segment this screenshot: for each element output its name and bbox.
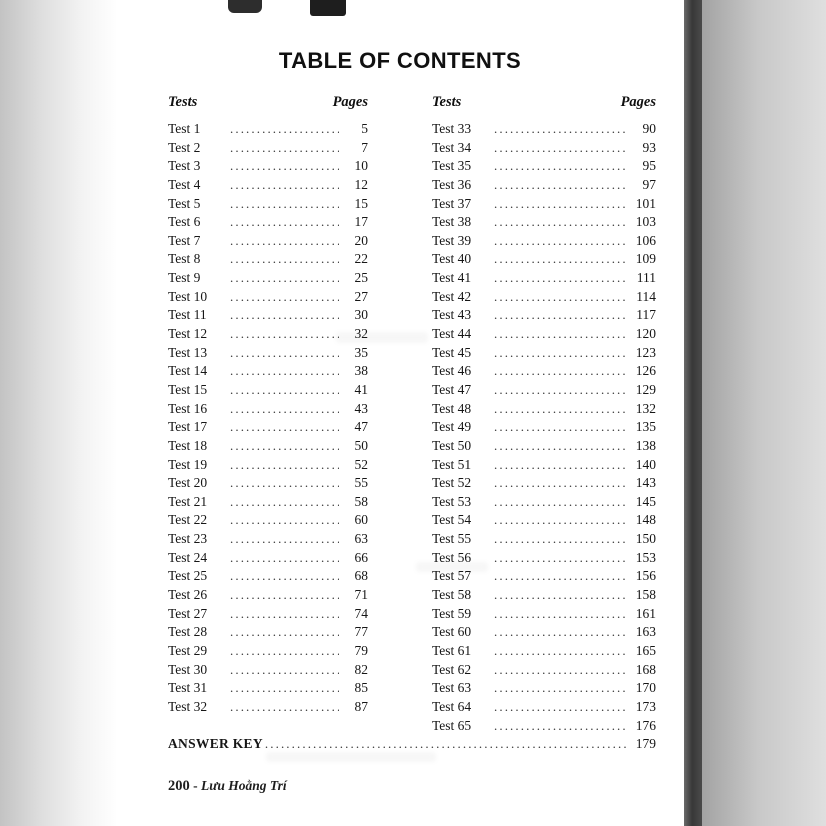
dot-leader [494,698,627,717]
dot-leader [230,530,339,549]
page-number: 52 [354,456,368,472]
toc-entry [432,418,656,437]
test-label: Test 32 [168,698,208,714]
toc-entry [432,642,656,661]
book-page-number: 200 [168,778,190,794]
page-number: 77 [354,624,368,640]
test-label: Test 8 [168,251,201,267]
test-label: Test 40 [432,251,472,267]
toc-entry [168,437,368,456]
dot-leader [230,288,339,307]
test-label: Test 10 [168,288,208,304]
page-number: 106 [635,232,656,248]
test-label: Test 7 [168,232,201,248]
page-number: 126 [635,363,656,379]
dot-leader [494,325,627,344]
toc-entry [432,306,656,325]
toc-entry [168,698,368,717]
table-of-contents [168,94,656,735]
toc-entry [432,139,656,158]
dot-leader [230,474,339,493]
test-label: Test 15 [168,381,208,397]
toc-entry [432,325,656,344]
scan-artifact [310,0,346,16]
page-number: 5 [361,121,368,136]
page-number: 71 [354,587,368,603]
dot-leader [494,306,627,325]
tests-header: Tests [432,94,462,110]
page-number: 43 [354,400,368,416]
page-number: 148 [635,512,656,528]
test-label: Test 2 [168,139,201,155]
test-label: Test 51 [432,456,472,472]
page-edge-shadow [684,0,702,826]
test-label: Test 37 [432,195,472,211]
dot-leader [494,661,627,680]
toc-entry [432,474,656,493]
page-number: 179 [635,736,656,751]
page-number: 60 [354,512,368,528]
test-label: Test 21 [168,493,208,509]
page-number: 173 [635,698,656,714]
test-label: Test 59 [432,605,472,621]
test-label: Test 50 [432,437,472,453]
dot-leader [494,381,627,400]
answer-key-row [168,735,656,753]
dot-leader [230,250,339,269]
toc-entry [168,250,368,269]
toc-entry [432,344,656,363]
page-number: 7 [361,139,368,155]
test-label: Test 9 [168,270,201,286]
test-label: Test 34 [432,139,472,155]
toc-entry [432,269,656,288]
toc-entry [168,344,368,363]
page-number: 170 [635,680,656,696]
test-label: Test 44 [432,326,472,342]
page-number: 97 [642,176,656,192]
toc-entry [168,679,368,698]
dot-leader [230,362,339,381]
test-label: Test 47 [432,381,472,397]
dot-leader [230,418,339,437]
toc-entry [432,362,656,381]
toc-entry [168,232,368,251]
toc-entries-right [432,120,656,735]
test-label: Test 54 [432,512,472,528]
toc-entry [432,717,656,736]
page-number: 111 [636,270,656,286]
toc-entry [168,418,368,437]
dot-leader [494,456,627,475]
page-number: 114 [636,288,656,304]
dot-leader [494,139,627,158]
toc-entry [168,605,368,624]
toc-entry [432,176,656,195]
bleed-through-smudge [266,752,436,762]
page-number: 168 [635,661,656,677]
dot-leader [494,213,627,232]
toc-entry [432,250,656,269]
column-header-left [168,94,368,113]
toc-entry [432,456,656,475]
dot-leader [230,437,339,456]
page-number: 140 [635,456,656,472]
toc-entry [168,120,368,139]
dot-leader [230,344,339,363]
page-number: 150 [635,531,656,547]
toc-entry [432,698,656,717]
test-label: Test 57 [432,568,472,584]
photo-right-margin [702,0,826,826]
test-label: Test 29 [168,642,208,658]
test-label: Test 46 [432,363,472,379]
page-number: 109 [635,251,656,267]
test-label: Test 14 [168,363,208,379]
dot-leader [494,269,627,288]
test-label: Test 3 [168,158,201,174]
test-label: Test 24 [168,549,208,565]
toc-entry [432,120,656,139]
toc-entry [168,362,368,381]
dot-leader [230,698,339,717]
page-number: 79 [354,642,368,658]
toc-entry [168,213,368,232]
page-number: 66 [354,549,368,565]
toc-column-left [168,94,368,735]
toc-entry [168,325,368,344]
dot-leader [494,362,627,381]
page-number: 163 [635,624,656,640]
test-label: Test 58 [432,587,472,603]
toc-entry [168,176,368,195]
dot-leader [230,400,339,419]
test-label: Test 22 [168,512,208,528]
toc-entry [168,549,368,568]
page-number: 30 [354,307,368,323]
scan-artifact [228,0,262,13]
tests-header: Tests [168,94,198,110]
dot-leader [494,717,627,736]
dot-leader [494,400,627,419]
dot-leader [230,679,339,698]
toc-entry [168,269,368,288]
dot-leader [230,232,339,251]
test-label: Test 63 [432,680,472,696]
toc-entry [432,232,656,251]
page-number: 47 [354,419,368,435]
toc-entry [432,679,656,698]
toc-entry [168,456,368,475]
toc-entry [432,157,656,176]
page-number: 145 [635,493,656,509]
page-number: 176 [635,717,656,733]
page-number: 50 [354,437,368,453]
dot-leader [230,567,339,586]
dot-leader [230,120,339,139]
dot-leader [230,139,339,158]
page-number: 38 [354,363,368,379]
dot-leader [230,623,339,642]
toc-entry [432,493,656,512]
test-label: Test 12 [168,326,208,342]
page-number: 158 [635,587,656,603]
page-number: 22 [354,251,368,267]
toc-entry [432,437,656,456]
toc-entry [432,661,656,680]
toc-entry [168,139,368,158]
dot-leader [230,269,339,288]
test-label: Test 56 [432,549,472,565]
page-number: 41 [354,381,368,397]
dot-leader [494,120,627,139]
page-number: 95 [642,158,656,174]
page-number: 153 [635,549,656,565]
test-label: Test 48 [432,400,472,416]
photo-left-margin [0,0,118,826]
test-label: Test 33 [432,121,472,136]
test-label: Test 42 [432,288,472,304]
page-number: 20 [354,232,368,248]
toc-entry [168,567,368,586]
dot-leader [230,213,339,232]
dot-leader [494,250,627,269]
page-number: 103 [635,214,656,230]
test-label: Test 11 [168,307,207,323]
test-label: Test 20 [168,475,208,491]
test-label: Test 16 [168,400,208,416]
dot-leader [230,549,339,568]
page-number: 156 [635,568,656,584]
page-number: 58 [354,493,368,509]
dot-leader [230,306,339,325]
dot-leader [230,325,339,344]
test-label: Test 6 [168,214,201,230]
test-label: Test 38 [432,214,472,230]
toc-entry [432,288,656,307]
dot-leader [494,549,627,568]
pages-header: Pages [620,94,656,110]
toc-entry [432,623,656,642]
page-number: 25 [354,270,368,286]
page-number: 27 [354,288,368,304]
test-label: Test 23 [168,531,208,547]
test-label: Test 52 [432,475,472,491]
dot-leader [230,157,339,176]
page-number: 82 [354,661,368,677]
pages-header: Pages [332,94,368,110]
toc-entry [168,381,368,400]
page-number: 87 [354,698,368,714]
dot-leader [230,456,339,475]
dot-leader [494,418,627,437]
dot-leader [494,623,627,642]
page-number: 68 [354,568,368,584]
toc-entry [432,195,656,214]
dot-leader [494,195,627,214]
test-label: Test 4 [168,176,201,192]
page-number: 10 [354,158,368,174]
dot-leader [230,586,339,605]
dot-leader [494,567,627,586]
toc-entry [432,400,656,419]
page-number: 132 [635,400,656,416]
test-label: Test 35 [432,158,472,174]
test-label: Test 31 [168,680,208,696]
page-number: 135 [635,419,656,435]
test-label: Test 26 [168,587,208,603]
toc-entry [432,213,656,232]
page-number: 143 [635,475,656,491]
test-label: Test 53 [432,493,472,509]
dot-leader [494,288,627,307]
toc-entry [168,530,368,549]
page-number: 123 [635,344,656,360]
column-header-right [432,94,656,113]
test-label: Test 65 [432,717,472,733]
page-number: 55 [354,475,368,491]
toc-entry [432,381,656,400]
dot-leader [494,642,627,661]
test-label: Test 30 [168,661,208,677]
page-number: 101 [635,195,656,211]
test-label: Test 17 [168,419,208,435]
test-label: Test 28 [168,624,208,640]
toc-entry [432,511,656,530]
page-number: 93 [642,139,656,155]
test-label: Test 64 [432,698,472,714]
toc-entry [168,400,368,419]
page-number: 32 [354,326,368,342]
test-label: Test 39 [432,232,472,248]
toc-entry [168,474,368,493]
dot-leader [494,232,627,251]
toc-entry [432,586,656,605]
dot-leader [230,661,339,680]
dot-leader [230,642,339,661]
test-label: Test 41 [432,270,472,286]
dot-leader [230,511,339,530]
test-label: Test 36 [432,176,472,192]
page-number: 165 [635,642,656,658]
test-label: Test 25 [168,568,208,584]
dot-leader [230,493,339,512]
test-label: Test 60 [432,624,472,640]
page-number: 85 [354,680,368,696]
toc-entries-left [168,120,368,717]
toc-entry [432,567,656,586]
dot-leader [494,437,627,456]
toc-entry [168,157,368,176]
dot-leader [494,493,627,512]
toc-entry [168,661,368,680]
dot-leader [494,344,627,363]
test-label: Test 45 [432,344,472,360]
test-label: Test 27 [168,605,208,621]
page-number: 35 [354,344,368,360]
page-number: 120 [635,326,656,342]
dot-leader [494,176,627,195]
author-name: Lưu Hoằng Trí [201,778,287,793]
dot-leader [494,474,627,493]
toc-entry [168,623,368,642]
test-label: Test 18 [168,437,208,453]
dot-leader [494,157,627,176]
dot-leader [494,679,627,698]
test-label: Test 5 [168,195,201,211]
answer-key-label: ANSWER KEY [168,736,263,751]
page-number: 63 [354,531,368,547]
page-number: 15 [354,195,368,211]
dot-leader [230,176,339,195]
dot-leader [494,605,627,624]
toc-entry [168,642,368,661]
test-label: Test 1 [168,121,201,136]
test-label: Test 49 [432,419,472,435]
test-label: Test 62 [432,661,472,677]
dot-leader [494,511,627,530]
test-label: Test 61 [432,642,472,658]
book-page [116,0,684,826]
test-label: Test 13 [168,344,208,360]
toc-entry [432,605,656,624]
page-title: TABLE OF CONTENTS [278,48,522,73]
dot-leader [230,381,339,400]
toc-entry [432,549,656,568]
toc-entry [168,586,368,605]
dot-leader [265,735,627,753]
dot-leader [230,605,339,624]
page-number: 74 [354,605,368,621]
footer-separator: - [193,778,198,793]
page-number: 138 [635,437,656,453]
toc-entry [432,530,656,549]
toc-entry [168,493,368,512]
page-number: 161 [635,605,656,621]
test-label: Test 55 [432,531,472,547]
page-number: 17 [354,214,368,230]
dot-leader [494,530,627,549]
dot-leader [230,195,339,214]
toc-entry [168,511,368,530]
test-label: Test 43 [432,307,472,323]
page-number: 117 [636,307,656,323]
test-label: Test 19 [168,456,208,472]
toc-entry [168,195,368,214]
page-number: 129 [635,381,656,397]
dot-leader [494,586,627,605]
page-number: 12 [354,176,368,192]
page-number: 90 [642,121,656,136]
toc-column-right [432,94,656,735]
page-footer [168,778,287,795]
toc-entry [168,306,368,325]
toc-entry [168,288,368,307]
